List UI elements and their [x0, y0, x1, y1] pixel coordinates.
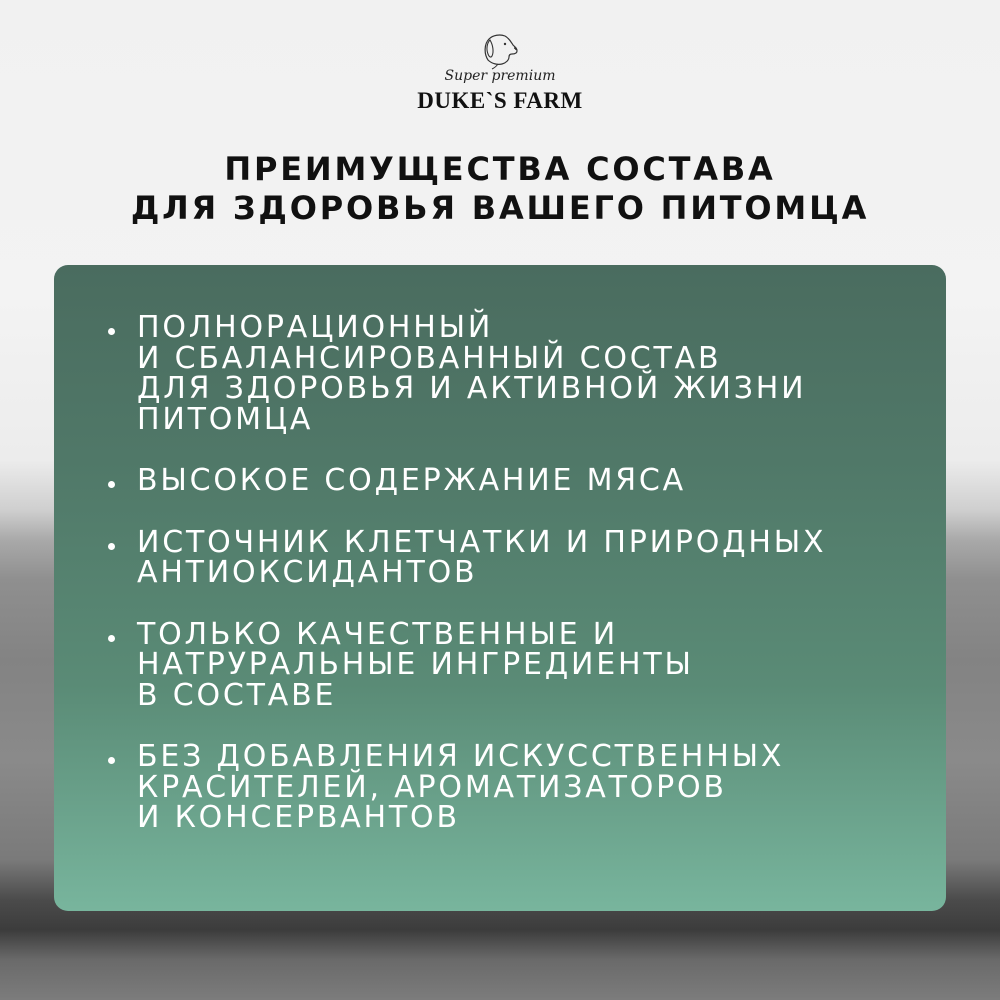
list-item: [108, 524, 827, 590]
list-item-text: ДЛЯ ЗДОРОВЬЯ И АКТИВНОЙ ЖИЗНИ: [137, 371, 807, 406]
list-item: [108, 739, 826, 835]
list-item-text: ВЫСОКОЕ СОДЕРЖАНИЕ МЯСА: [137, 463, 686, 498]
dog-head-icon: [478, 30, 520, 70]
list-item-text: И КОНСЕРВАНТОВ: [137, 800, 460, 835]
list-item: [108, 310, 826, 437]
logo-tagline: Super premium: [444, 68, 556, 84]
brand-logo: [0, 30, 1000, 120]
list-item: [108, 463, 826, 498]
list-item-text: И СБАЛАНСИРОВАННЫЙ СОСТАВ: [137, 340, 722, 376]
bullet-dot: [108, 757, 115, 764]
list-item-text: ИСТОЧНИК КЛЕТЧАТКИ И ПРИРОДНЫХ: [137, 524, 827, 560]
bullet-dot: [108, 635, 115, 642]
bullet-dot: [108, 481, 115, 488]
list-item-text: ТОЛЬКО КАЧЕСТВЕННЫЕ И: [137, 616, 618, 652]
page-title: [0, 150, 1000, 228]
page-title-line: ДЛЯ ЗДОРОВЬЯ ВАШЕГО ПИТОМЦА: [130, 189, 870, 227]
bullet-dot: [108, 328, 115, 335]
list-item-text: ПИТОМЦА: [137, 401, 314, 437]
list-item-text: АНТИОКСИДАНТОВ: [137, 555, 478, 590]
page-title-line: ПРЕИМУЩЕСТВА СОСТАВА: [224, 150, 776, 188]
benefits-card: [54, 265, 946, 911]
list-item-text: ПОЛНОРАЦИОННЫЙ: [137, 310, 494, 345]
list-item: [108, 616, 826, 713]
list-item-text: НАТРУРАЛЬНЫЕ ИНГРЕДИЕНТЫ: [137, 647, 694, 682]
benefits-list: [108, 310, 827, 865]
list-item-text: В СОСТАВЕ: [137, 677, 337, 713]
list-item-text: БЕЗ ДОБАВЛЕНИЯ ИСКУССТВЕННЫХ: [137, 739, 785, 774]
logo-brand-name: DUKE`S FARM: [417, 88, 583, 113]
list-item-text: КРАСИТЕЛЕЙ, АРОМАТИЗАТОРОВ: [137, 769, 727, 805]
bullet-dot: [108, 543, 115, 550]
